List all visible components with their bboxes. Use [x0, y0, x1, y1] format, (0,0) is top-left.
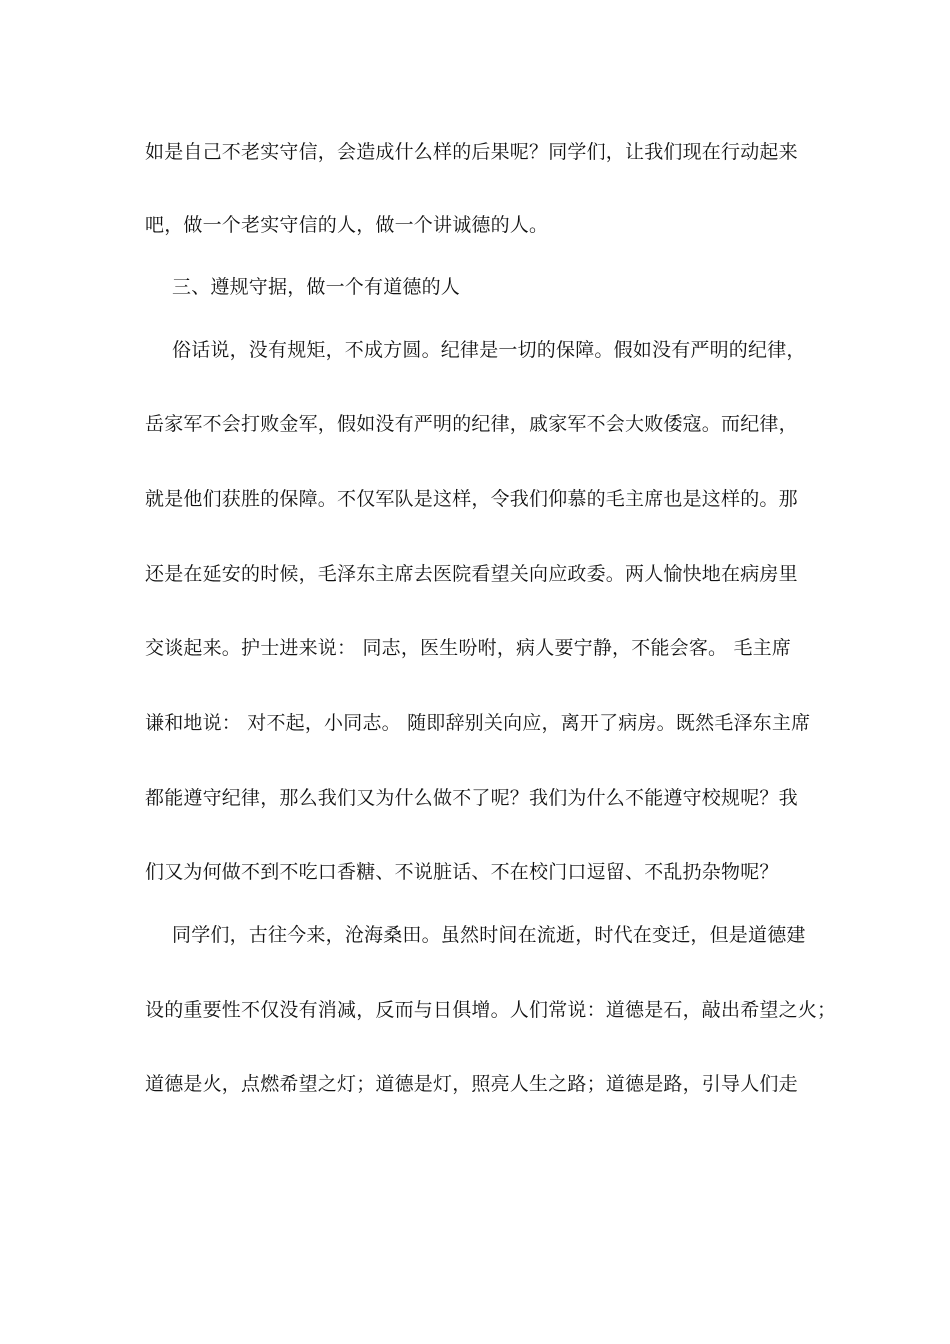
body-text-line: 同学们，古往今来，沧海桑田。虽然时间在流逝，时代在变迁，但是道德建	[172, 924, 806, 946]
body-text-line: 交谈起来。护士进来说： 同志，医生吩咐，病人要宁静，不能会客。 毛主席	[145, 637, 792, 659]
body-text-line: 谦和地说： 对不起，小同志。 随即辞别关向应，离开了病房。既然毛泽东主席	[145, 712, 811, 734]
body-text-line: 就是他们获胜的保障。不仅军队是这样，令我们仰慕的毛主席也是这样的。那	[145, 488, 798, 510]
body-text-line: 道德是火，点燃希望之灯；道德是灯，照亮人生之路；道德是路，引导人们走	[145, 1073, 798, 1095]
body-text-line: 们又为何做不到不吃口香糖、不说脏话、不在校门口逗留、不乱扔杂物呢？	[145, 861, 779, 883]
body-text-line: 还是在延安的时候，毛泽东主席去医院看望关向应政委。两人愉快地在病房里	[145, 563, 798, 585]
body-text-line: 吧，做一个老实守信的人，做一个讲诚德的人。	[145, 214, 549, 236]
body-text-line: 都能遵守纪律，那么我们又为什么做不了呢？我们为什么不能遵守校规呢？我	[145, 787, 798, 809]
section-heading: 三、遵规守据，做一个有道德的人	[172, 276, 461, 298]
body-text-line: 如是自己不老实守信，会造成什么样的后果呢？同学们，让我们现在行动起来	[145, 141, 798, 163]
body-text-line: 设的重要性不仅没有消减，反而与日俱增。人们常说：道德是石，敲出希望之火；	[145, 999, 837, 1021]
body-text-line: 俗话说，没有规矩，不成方圆。纪律是一切的保障。假如没有严明的纪律，	[172, 339, 806, 361]
body-text-line: 岳家军不会打败金军，假如没有严明的纪律，戚家军不会大败倭寇。而纪律，	[145, 413, 798, 435]
